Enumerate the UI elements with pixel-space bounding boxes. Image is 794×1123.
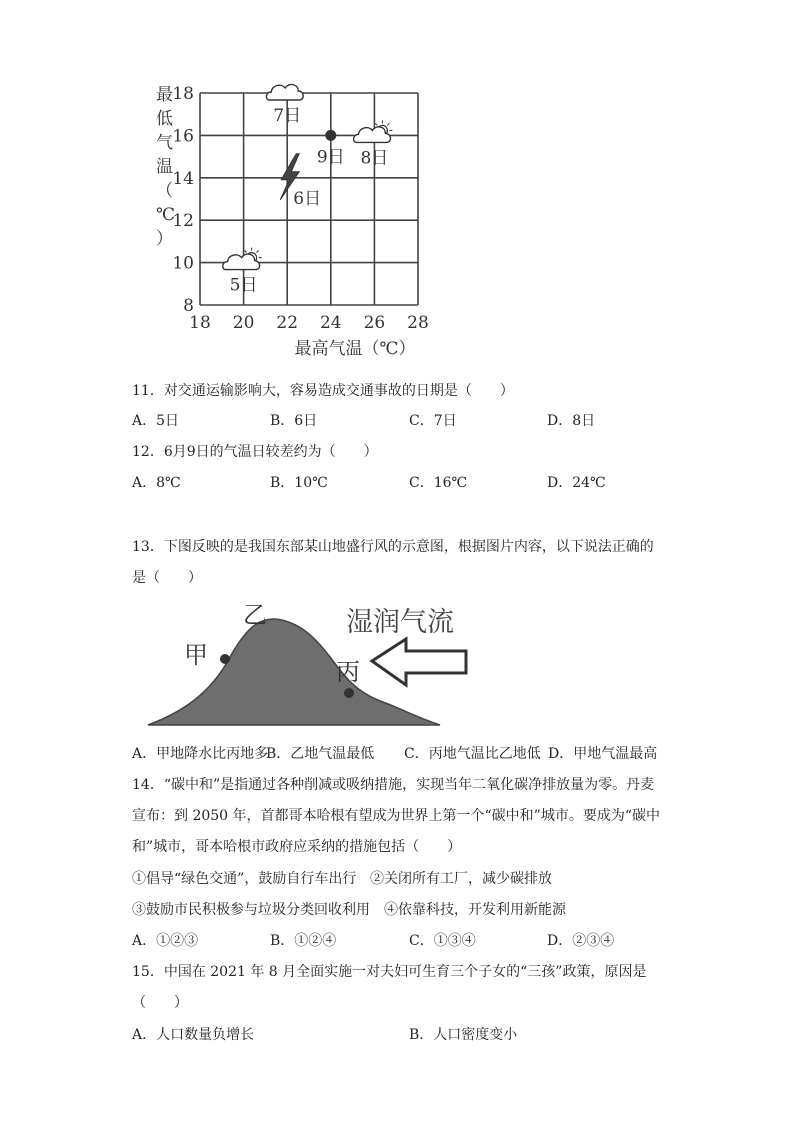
x-tick-label: 18: [189, 313, 211, 333]
q11-options: [132, 410, 692, 430]
q13-option-d[interactable]: D．甲地气温最高: [548, 746, 658, 762]
q13-options: [132, 743, 692, 763]
cloud-shape: [223, 254, 260, 270]
q15-options: [132, 1024, 692, 1044]
sun-ray: [245, 251, 247, 253]
data-point-6日: [280, 154, 321, 209]
x-axis-label: 最高气温（℃）: [294, 339, 416, 359]
cloud-shape: [354, 127, 391, 143]
q13-stem-line2: 是（ ）: [132, 570, 202, 586]
q14-stem-line1: 14．“碳中和”是指通过各种削减或吸纳措施，实现当年二氧化碳净排放量为零。丹麦: [132, 777, 655, 793]
q12-option-b[interactable]: B．10℃: [270, 475, 328, 491]
data-point-7日: [266, 84, 303, 126]
point-label: 9日: [316, 147, 345, 168]
q14-item-1: ①倡导“绿色交通”，鼓励自行车出行: [132, 871, 357, 887]
sun-ray: [375, 123, 377, 125]
q11-stem: 11．对交通运输影响大，容易造成交通事故的日期是（ ）: [132, 383, 514, 399]
q13-option-c[interactable]: C．丙地气温比乙地低: [404, 746, 541, 762]
y-tick-label: 8: [183, 296, 194, 316]
q14-option-d[interactable]: D．②③④: [547, 933, 615, 949]
x-tick-label: 22: [276, 313, 299, 333]
q11-option-a[interactable]: A．5日: [132, 413, 180, 429]
point-bing: [344, 688, 354, 698]
q15-stem-line1: 15．中国在 2021 年 8 月全面实施一对夫妇可生育三个子女的“三孩”政策，原因是: [132, 964, 647, 980]
q15-stem-line2: （ ）: [132, 995, 188, 1011]
y-tick-label: 10: [172, 253, 194, 274]
q14-item-3: ③鼓励市民积极参与垃圾分类回收利用: [132, 902, 370, 918]
q14-options: [132, 930, 692, 950]
q15-option-b[interactable]: B．人口密度变小: [409, 1027, 518, 1043]
q14-option-b[interactable]: B．①②④: [270, 933, 337, 949]
q13-stem-line1: 13．下图反映的是我国东部某山地盛行风的示意图，根据图片内容，以下说法正确的: [132, 539, 654, 555]
q12-stem: 12．6月9日的气温日较差约为（ ）: [132, 444, 378, 460]
q14-stem-line2: 宣布：到 2050 年，首都哥本哈根有望成为世界上第一个“碳中和”城市。要成为“碳中: [132, 808, 660, 824]
sun-ray: [387, 123, 389, 125]
label-bing: 丙: [336, 658, 360, 686]
q11-option-d[interactable]: D．8日: [547, 413, 596, 429]
point-label: 6日: [293, 188, 322, 209]
x-tick-label: 26: [363, 313, 386, 333]
q14-option-a[interactable]: A．①②③: [132, 933, 199, 949]
x-tick-label: 28: [407, 313, 429, 333]
data-point-5日: [223, 248, 262, 296]
mountain-wind-figure: [140, 595, 480, 730]
y-tick-label: 12: [172, 211, 194, 232]
sun-ray: [257, 251, 259, 253]
point-label: 7日: [273, 106, 302, 126]
point-label: 8日: [360, 148, 389, 169]
q11-option-b[interactable]: B．6日: [270, 413, 318, 429]
airflow-label: 湿润气流: [346, 607, 454, 638]
point-jia: [220, 654, 230, 664]
label-jia: 甲: [184, 641, 208, 669]
q12-option-d[interactable]: D．24℃: [547, 475, 606, 491]
cloud-shape: [266, 84, 303, 100]
x-tick-label: 24: [319, 313, 342, 333]
q15-option-a[interactable]: A．人口数量负增长: [132, 1027, 255, 1043]
chart-points: [223, 84, 393, 295]
y-axis-label: 最低气温（℃）: [156, 85, 176, 249]
x-tick-label: 20: [232, 313, 255, 333]
q14-item-4: ④依靠科技，开发利用新能源: [384, 902, 566, 918]
point-label: 5日: [229, 275, 258, 296]
q14-option-c[interactable]: C．①③④: [409, 933, 476, 949]
q12-option-c[interactable]: C．16℃: [409, 475, 468, 491]
y-tick-label: 18: [172, 84, 194, 104]
y-tick-label: 14: [172, 168, 194, 189]
temperature-chart: [140, 78, 450, 368]
dot-marker: [325, 130, 336, 141]
q12-option-a[interactable]: A．8℃: [132, 475, 181, 491]
q14-stem-line3: 和”城市，哥本哈根市政府应采纳的措施包括（ ）: [132, 839, 462, 855]
airflow-arrow-icon: [372, 639, 466, 685]
y-tick-label: 16: [172, 126, 194, 147]
q14-items-row1: [132, 868, 692, 888]
q14-item-2: ②关闭所有工厂，减少碳排放: [370, 871, 552, 887]
q13-option-b[interactable]: B．乙地气温最低: [266, 746, 375, 762]
q14-items-row2: [132, 899, 692, 919]
label-yi: 乙: [243, 601, 267, 629]
data-point-8日: [354, 120, 393, 168]
q11-option-c[interactable]: C．7日: [409, 413, 457, 429]
q13-option-a[interactable]: A．甲地降水比丙地多: [132, 746, 269, 762]
q12-options: [132, 472, 692, 492]
